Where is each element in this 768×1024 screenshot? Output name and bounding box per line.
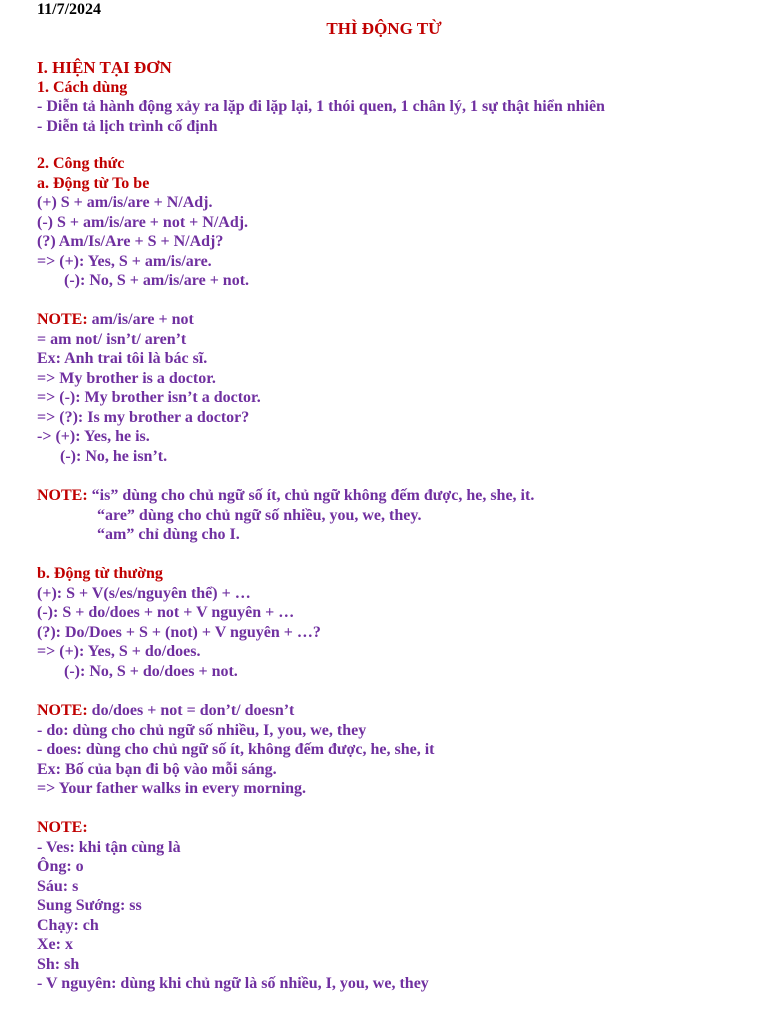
formula-line: (+) S + am/is/are + N/Adj. [37,194,213,211]
formula-heading: 2. Công thức [37,155,125,172]
example-line: => (?): Is my brother a doctor? [37,409,250,426]
formula-line: (-): No, S + am/is/are + not. [64,272,250,289]
note-label: NOTE: [37,311,88,328]
section-heading: I. HIỆN TẠI ĐƠN [37,58,172,77]
note-line: - do: dùng cho chủ ngữ số nhiều, I, you, we, they [37,722,367,739]
usage-heading: 1. Cách dùng [37,79,128,96]
note-line: Chạy: ch [37,917,99,934]
note-line: - V nguyên: dùng khi chủ ngữ là số nhiều, I, you, we, they [37,975,429,992]
note-line: Sáu: s [37,878,79,895]
formula-line: (+): S + V(s/es/nguyên thể) + … [37,585,251,602]
note-line: Xe: x [37,936,73,953]
usage-line: - Diễn tả lịch trình cố định [37,118,218,135]
note-text: “is” dùng cho chủ ngữ số ít, chủ ngữ không đếm được, he, she, it. [87,487,535,504]
note-label: NOTE: [37,487,88,504]
example-line: => My brother is a doctor. [37,370,216,387]
formula-line: (-): No, S + do/does + not. [64,663,238,680]
note-line: = am not/ isn’t/ aren’t [37,331,187,348]
note-label: NOTE: [37,819,88,836]
formula-line: (?) Am/Is/Are + S + N/Adj? [37,233,224,250]
note-line: “am” chỉ dùng cho I. [97,526,240,543]
example-line: (-): No, he isn’t. [60,448,168,465]
note-line: Sh: sh [37,956,80,973]
note-line: Ông: o [37,858,84,875]
note-label: NOTE: [37,702,88,719]
note-line: “are” dùng cho chủ ngữ số nhiều, you, we, they. [97,507,422,524]
tobe-heading: a. Động từ To be [37,175,150,192]
formula-line: (-) S + am/is/are + not + N/Adj. [37,214,249,231]
example-line: -> (+): Yes, he is. [37,428,150,445]
normal-verb-heading: b. Động từ thường [37,565,163,582]
note-line [37,486,534,506]
formula-line: => (+): Yes, S + am/is/are. [37,253,212,270]
example-line: => (-): My brother isn’t a doctor. [37,389,261,406]
note-line: Sung Sướng: ss [37,897,142,914]
formula-line: (-): S + do/does + not + V nguyên + … [37,604,295,621]
note-line: - does: dùng cho chủ ngữ số ít, không đếm được, he, she, it [37,741,435,758]
date-text: 11/7/2024 [37,1,102,18]
note-text: do/does + not = don’t/ doesn’t [87,702,295,719]
note-text: am/is/are + not [87,311,194,328]
note-line [37,310,194,330]
note-line: - Ves: khi tận cùng là [37,839,181,856]
example-line: Ex: Bố của bạn đi bộ vào mỗi sáng. [37,761,277,778]
example-line: => Your father walks in every morning. [37,780,307,797]
note-line [37,701,294,721]
page-title: THÌ ĐỘNG TỪ [326,19,442,38]
usage-line: - Diễn tả hành động xảy ra lặp đi lặp lại, 1 thói quen, 1 chân lý, 1 sự thật hiển nhiên [37,98,605,115]
formula-line: => (+): Yes, S + do/does. [37,643,201,660]
example-line: Ex: Anh trai tôi là bác sĩ. [37,350,208,367]
formula-line: (?): Do/Does + S + (not) + V nguyên + …? [37,624,321,641]
